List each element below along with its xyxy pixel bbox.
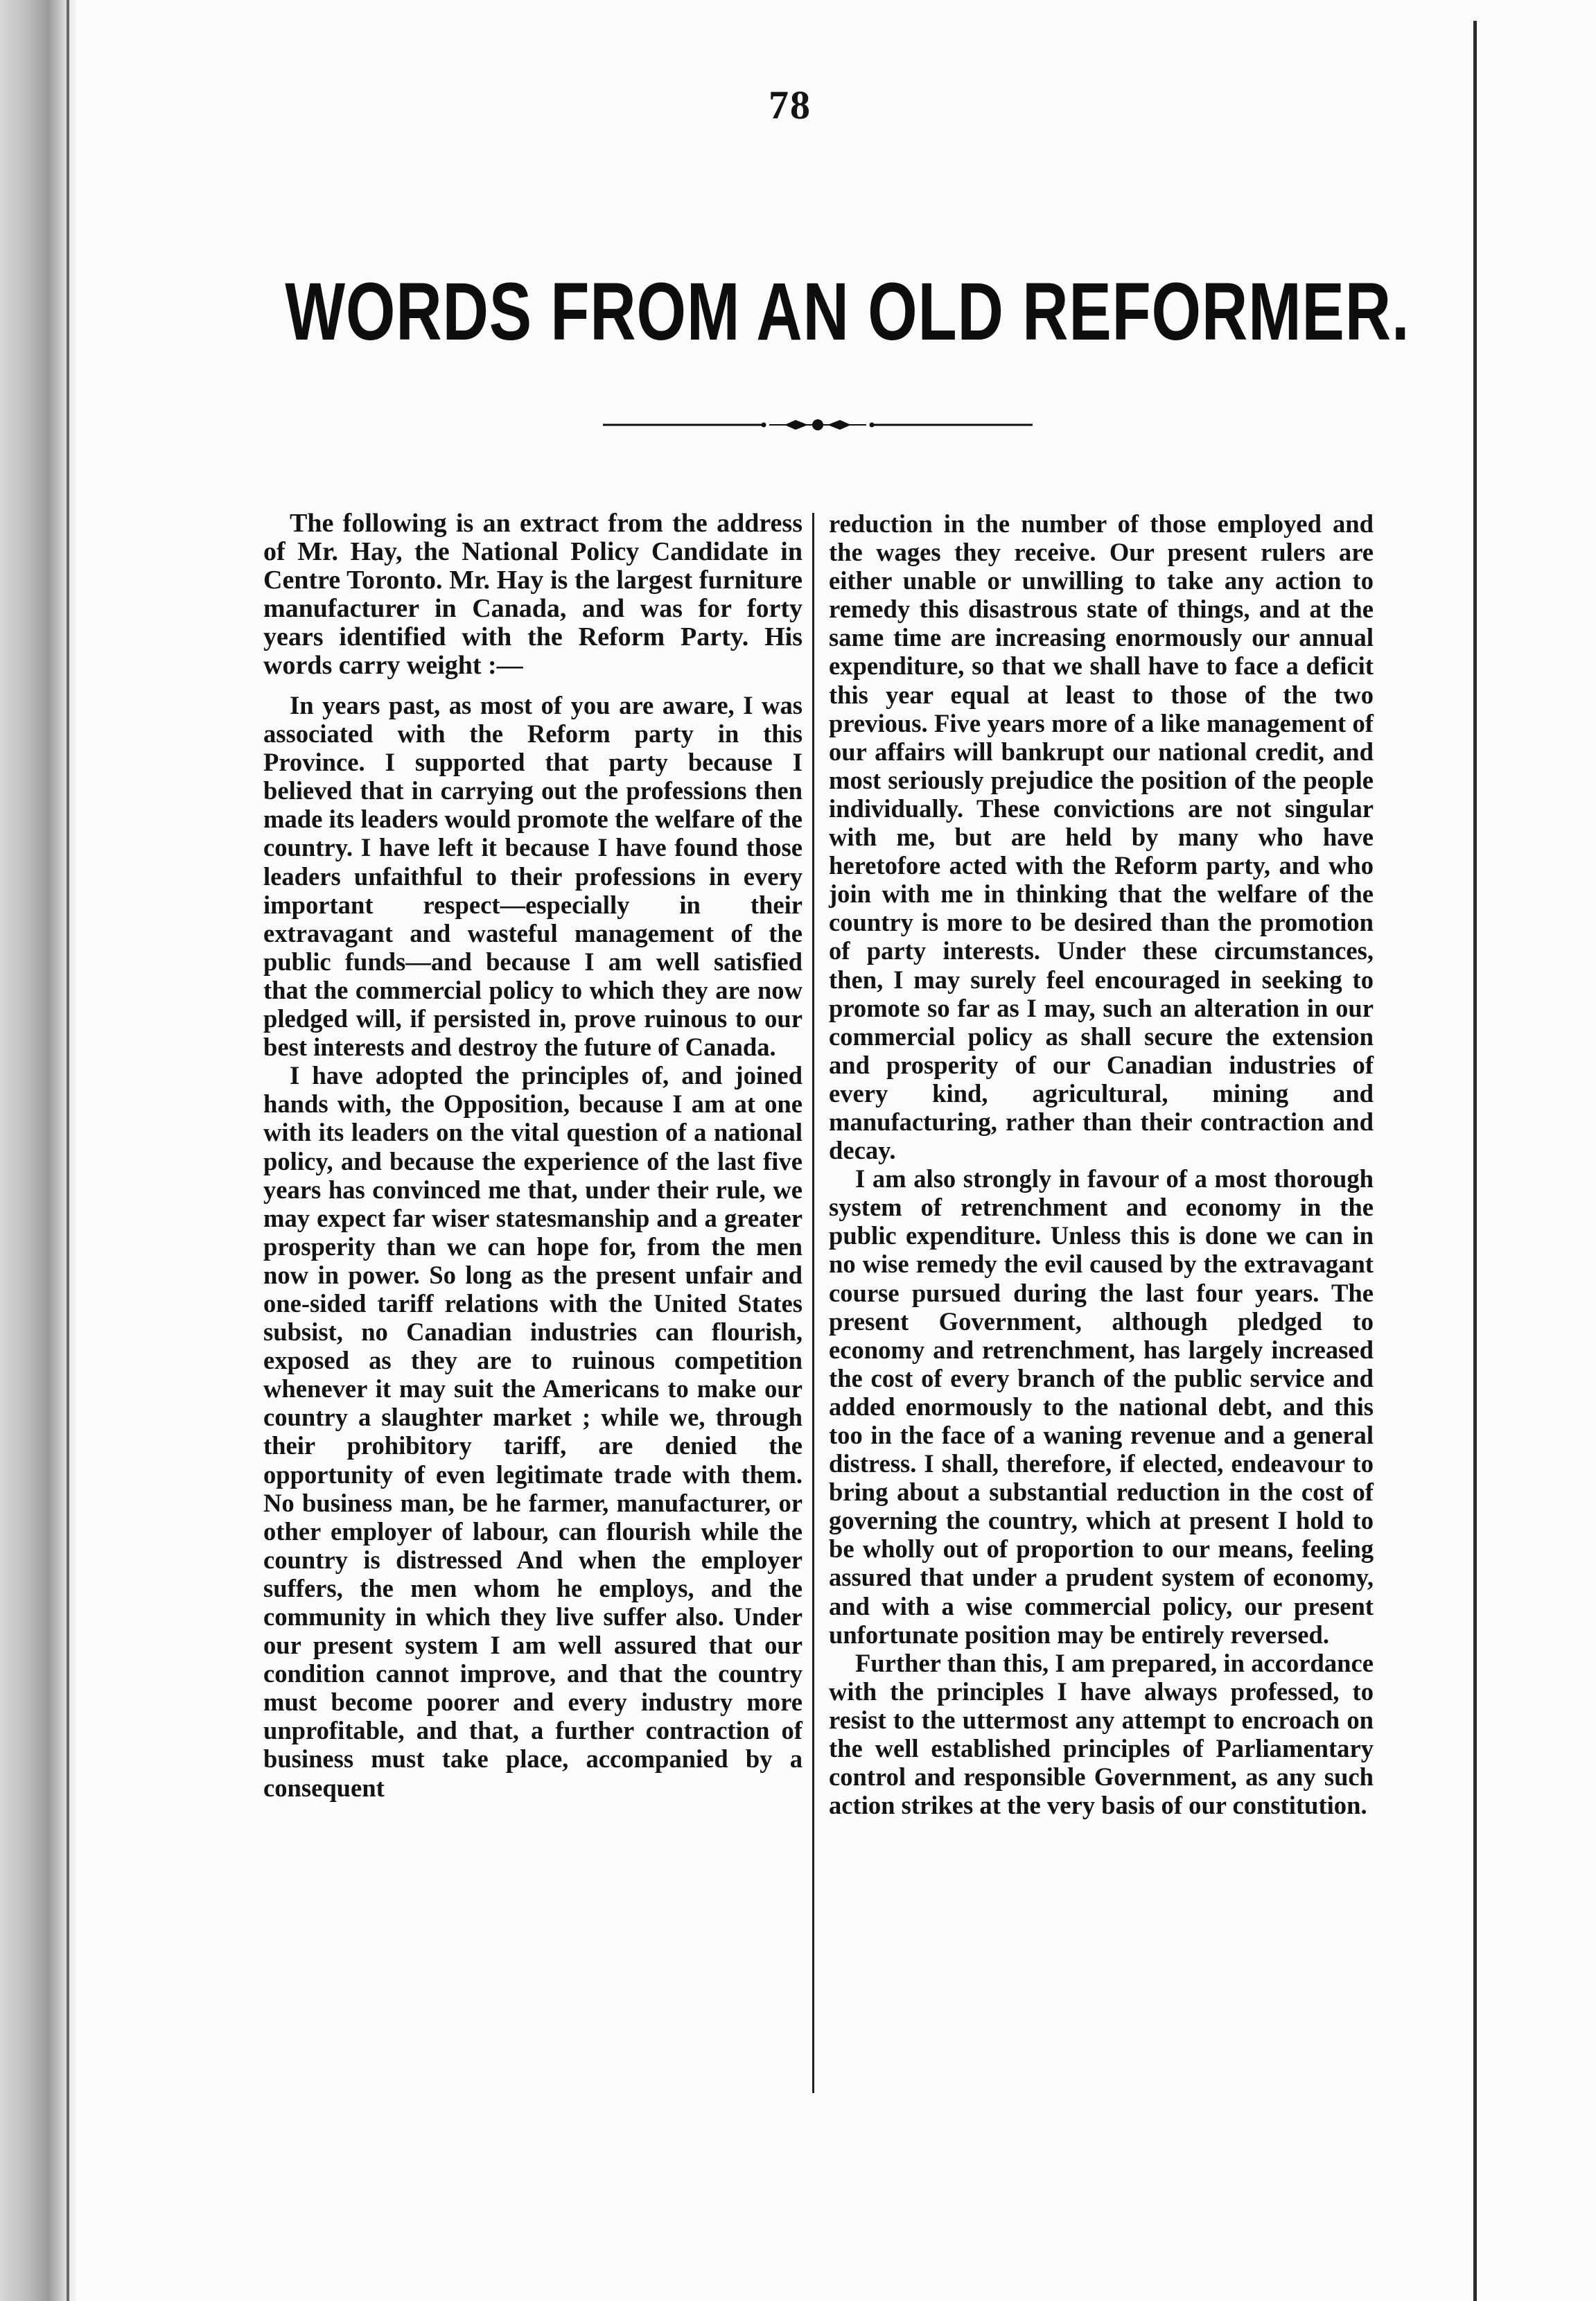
article-paragraph: I have adopted the principles of, and joined hands with, the Opposition, because I am at one with its leaders on the vital question of a national policy, and because the experience of the last five years has convinced me that, under their rule, we may expect far wiser statesmanship and a greater prosperity than we can hope for, from the men now in power. So long as the present unfair and one-sided tariff relations with the United States subsist, no Canadian industries can flourish, exposed as they are to ruinous competition whenever it may suit the Americans to make our country a slaughter market ; while we, through their prohibitory tariff, are denied the opportunity of even legitimate trade with them. No business man, be he farmer, manufacturer, or other employer of labour, can flourish while the country is distressed And when the employer suffers, the men whom he employs, and the community in which they live suffer also. Under our present system I am well assured that our condition cannot improve, and that the country must become poorer and every industry more unprofitable, and that, a further contraction of business must take place, accompanied by a consequent	[263, 1061, 803, 1802]
page-number: 78	[769, 82, 812, 128]
page-binding-edge	[0, 0, 76, 2301]
article-column-right	[829, 509, 1374, 1819]
binding-shadow-line	[67, 0, 69, 2301]
article-headline: WORDS FROM AN OLD REFORMER.	[285, 266, 1410, 358]
article-column-left	[263, 509, 803, 1802]
article-paragraph: Further than this, I am prepared, in accordance with the principles I have always professed, to resist to the uttermost any attempt to encroach on the well established principles of Parliamentary control and responsible Government, as any such action strikes at the very basis of our constitution.	[829, 1648, 1374, 1820]
article-paragraph: I am also strongly in favour of a most thorough system of retrenchment and economy in the public expenditure. Unless this is done we can in no wise remedy the evil caused by the extravagant course pursued during the last four years. The present Government, although pledged to economy and retrenchment, has largely increased the cost of every branch of the public service and added enormously to the national debt, and this too in the face of a waning revenue and a general distress. I shall, therefore, if elected, endeavour to bring about a substantial reduction in the cost of governing the country, which at present I hold to be wholly out of proportion to our means, feeling assured that under a prudent system of economy, and with a wise commercial policy, our present unfortunate position may be entirely reversed.	[829, 1164, 1374, 1649]
column-divider	[812, 513, 814, 2093]
title-ornament-rule	[603, 414, 1033, 435]
page-frame-rule	[1473, 21, 1477, 2301]
article-intro: The following is an extract from the address of Mr. Hay, the National Policy Candidate in Centre Toronto. Mr. Hay is the largest furniture manufacturer in Canada, and was for forty years identified with the Reform Party. His words carry weight :—	[263, 509, 803, 680]
article-paragraph: reduction in the number of those employed and the wages they receive. Our present rulers are either unable or unwilling to take any action to remedy this disastrous state of things, and at the same time are increasing enormously our annual expenditure, so that we shall have to face a deficit this year equal at least to those of the two previous. Five years more of a like management of our affairs will bankrupt our national credit, and most seriously prejudice the position of the people individually. These convictions are not singular with me, but are held by many who have heretofore acted with the Reform party, and who join with me in thinking that the welfare of the country is more to be desired than the promotion of party interests. Under these circumstances, then, I may surely feel encouraged in seeking to promote so far as I may, such an alteration in our commercial policy as shall secure the extension and prosperity of our Canadian industries of every kind, agricultural, mining and manufacturing, rather than their contraction and decay.	[829, 509, 1374, 1165]
article-paragraph: In years past, as most of you are aware, I was associated with the Reform party in this Province. I supported that party because I believed that in carrying out the professions then made its leaders would promote the welfare of the country. I have left it because I have found those leaders unfaithful to their professions in every important respect—especially in their extravagant and wasteful management of the public funds—and because I am well satisfied that the commercial policy to which they are now pledged will, if persisted in, prove ruinous to our best interests and destroy the future of Canada.	[263, 691, 803, 1062]
